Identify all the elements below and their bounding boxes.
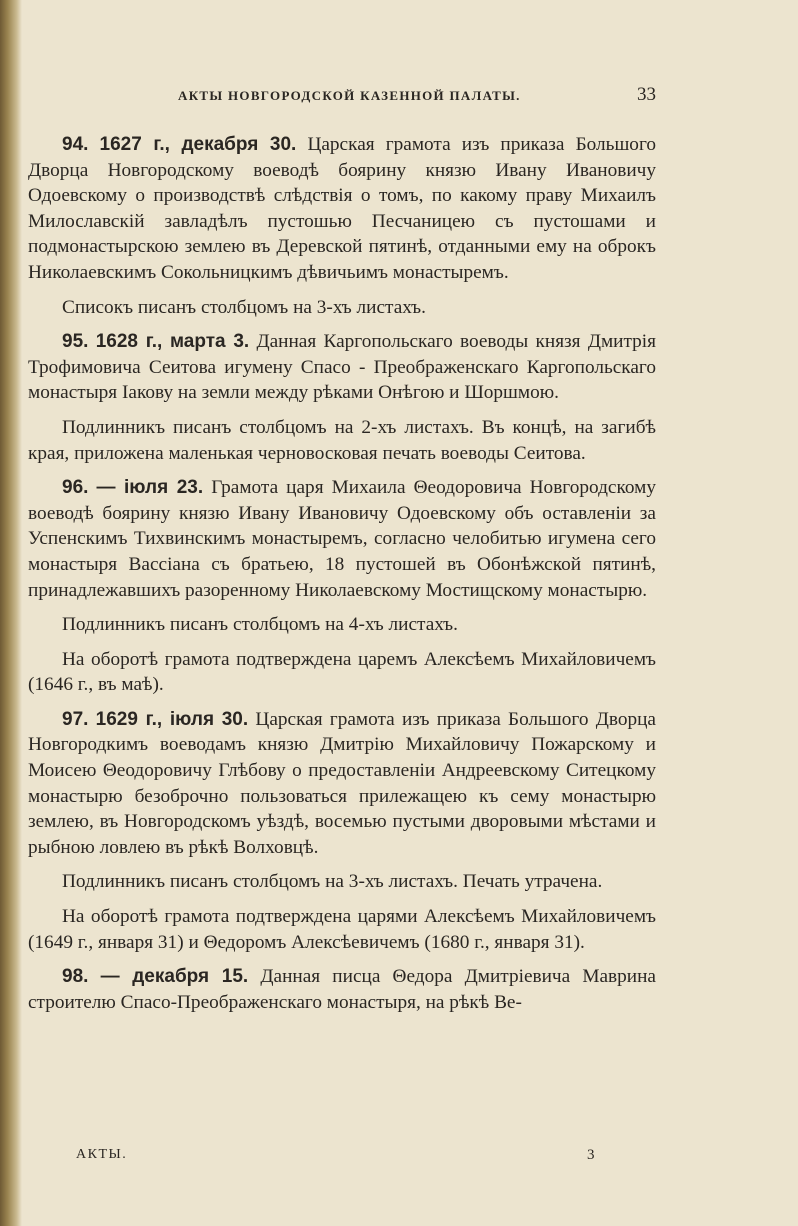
entry-date: — декабря 15. <box>100 966 249 988</box>
entry-98 <box>28 964 656 1015</box>
entry-text: Грамота царя Михаила Θеодоровича Новгородскому воеводѣ боярину князю Ивану Ивановичу Одоевскому объ оставленіи за Успенскимъ Тихвинскимъ монастыремъ, согласно челобитью игумена сего монастыря Вассіана съ братьею, 18 пустошей въ Обонѣжской пятинѣ, принадлежавшихъ разоренному Николаевскому Мостищскому монастырю. <box>28 477 656 601</box>
signature-mark: АКТЫ. <box>76 1147 128 1162</box>
entry-note: На оборотѣ грамота подтверждена царями Алексѣемъ Михайловичемъ (1649 г., января 31) и Θедоромъ Алексѣевичемъ (1680 г., января 31). <box>28 906 656 953</box>
entry-96 <box>28 475 656 603</box>
entry-note: Подлинникъ писанъ столбцомъ на 3-хъ листахъ. Печать утрачена. <box>62 871 603 893</box>
document-page <box>28 84 656 1015</box>
page-number: 33 <box>637 84 656 105</box>
entry-note: Подлинникъ писанъ столбцомъ на 4-хъ листахъ. <box>62 614 458 636</box>
entry-note: Подлинникъ писанъ столбцомъ на 2-хъ листахъ. Въ концѣ, на загибѣ края, приложена маленькая черновосковая печать воеводы Сеитова. <box>28 416 656 464</box>
entry-note: На оборотѣ грамота подтверждена царемъ Алексѣемъ Михайловичемъ (1646 г., въ маѣ). <box>28 648 656 696</box>
entry-number: 94. <box>62 134 89 155</box>
entry-text: Данная писца Θедора Дмитріевича Маврина строителю Спасо-Преображенскаго монастыря, на рѣкѣ Ве- <box>28 966 656 1013</box>
running-title: АКТЫ НОВГОРОДСКОЙ КАЗЕННОЙ ПАЛАТЫ. <box>178 88 521 103</box>
entry-text: Царская грамота изъ приказа Большого Дворца Новгородскому воеводѣ боярину князю Ивану Ивановичу Одоевскому о производствѣ слѣдствія о томъ, по какому праву Михаилъ Милославскій завладѣлъ пустошью Песчаницею съ пустошами и подмонастырскою землею въ Деревской пятинѣ, отданными ему на оброкъ Николаевскимъ Сокольницкимъ дѣвичьимъ монастыремъ. <box>28 134 657 283</box>
page-footer <box>76 1147 596 1164</box>
entry-date: — іюля 23. <box>96 477 204 499</box>
entry-97 <box>28 707 656 861</box>
entry-text: Царская грамота изъ приказа Большого Дворца Новгородкимъ воеводамъ князю Дмитрію Михайловичу Пожарскому и Моисею Θеодоровичу Глѣбову о предоставленіи Андреевскому Ситецкому монастырю безоброчно пользоваться прилежащею къ сему монастырю землею, въ Новгородскомъ уѣздѣ, восемью пустыми дворовыми мѣстами и рыбною ловлею въ рѣкѣ Волховцѣ. <box>28 708 656 858</box>
entry-note: Списокъ писанъ столбцомъ на 3-хъ листахъ. <box>62 296 426 318</box>
entry-date: 1627 г., декабря 30. <box>99 134 297 155</box>
running-head <box>178 84 656 106</box>
entry-number: 96. <box>62 477 89 499</box>
entry-95 <box>28 329 656 406</box>
entry-date: 1629 г., іюля 30. <box>95 708 249 730</box>
entry-number: 98. <box>62 966 89 988</box>
entry-number: 97. <box>62 708 89 730</box>
entry-number: 95. <box>62 331 89 353</box>
signature-number: 3 <box>587 1147 596 1163</box>
entry-date: 1628 г., марта 3. <box>95 331 250 353</box>
entry-text: Данная Каргопольскаго воеводы князя Дмитрія Трофимовича Сеитова игумену Спасо - Преображенскаго Каргопольскаго монастыря Іакову на земли между рѣками Онѣгою и Шоршмою. <box>28 331 657 404</box>
book-spine-shadow <box>0 0 22 1226</box>
entry-94 <box>28 132 656 286</box>
